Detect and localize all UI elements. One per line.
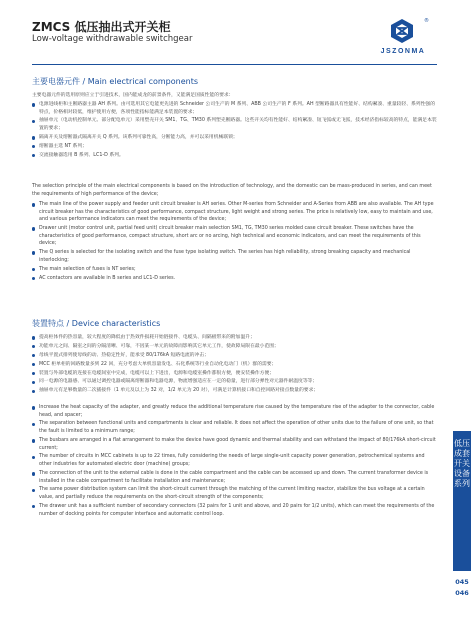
- list-item: The number of circuits in MCC cabinets is up to 22 times, fully considering the needs of large single-unit capacity power generation, petrochemical systems and other industries for automated electric door (machine) groups;: [32, 453, 437, 468]
- list-item: AC contactors are available in B series and LC1-D series.: [32, 275, 437, 283]
- list-item: 隔离开关及熔断器式隔离开关 Q 系列。该系列可靠性高，分断能力高，并可以采用机械联锁；: [32, 134, 437, 142]
- section-title-main-components: 主要电器元件 / Main electrical components: [32, 77, 199, 86]
- page-number-right: 046: [455, 589, 469, 597]
- header-divider: [32, 64, 437, 65]
- section-title-device-characteristics: 装置特点 / Device characteristics: [32, 319, 161, 328]
- brand-logo-icon: [389, 18, 415, 44]
- list-item: The drawer unit has a sufficient number of secondary connectors (32 pairs for 1 unit and above, and 20 pairs for 1/2 units), which can meet the requirements of the number of docking points for computer interface and automatic control loop.: [32, 503, 437, 518]
- section1-zh-intro: 主要电器元件的选用原则应立于引进技术，国内能成龙的前景条件，又能满足国质性能的要求：: [32, 93, 234, 98]
- list-item: 熔断器主选 NT 系列；: [32, 143, 437, 151]
- section2-zh-list: [32, 334, 437, 396]
- registered-mark: ®: [424, 18, 429, 24]
- side-category-label: 低压成套开关设备系列: [454, 439, 470, 488]
- list-item: MCC 柜单柜的回路数量多到 22 回，充分考虑大单机容量发电、石化系统等行业自动化电动门（机）群的需要；: [32, 361, 437, 369]
- section1-en-list: [32, 201, 437, 283]
- list-item: 交流接触器选用 B 系列、LC1-D 系列。: [32, 152, 437, 160]
- list-item: The main selection of fuses is NT series;: [32, 266, 437, 274]
- list-item: 抽屉单元有足够数量的二次插接件（1 单元及以上为 32 对，1/2 单元为 20 对），可满足计算机接口和自控回路对接点数量的要求；: [32, 387, 437, 395]
- list-item: The busbars are arranged in a flat arrangement to make the device have good dynamic and thermal stability and can withstand the impact of 80/176kA short-circuit current;: [32, 437, 437, 452]
- list-item: The main line of the power supply and feeder unit circuit breaker is AH series. Other M-series from Schneider and A-Series from ABB are also available. The AH type circuit breaker has the characteristics of good performance, compact structure, light weight and strong series. The price is relatively low, easy to maintain and use, and various performance indicators can meet the requirements of the device;: [32, 201, 437, 224]
- list-item: 电源进线柜和主断路器主器 AH 系列。由可选用其它电能更先进的 Schneider 公司生产的 M 系列、ABB 公司生产的 F 系列。AH 型断路器具有性能好、结构紧凑、重量较轻、系列性强的特点，价格相对较低，维护使用方便，各项性能指标能满足本装置的要求；: [32, 101, 437, 116]
- list-item: The Q series is selected for the isolating switch and the fuse type isolating switch. The series has high reliability, strong breaking capacity and mechanical interlocking;: [32, 249, 437, 264]
- list-item: The separation between functional units and compartments is clear and reliable. It does not affect the operation of other units due to the failure of one unit, so that the fault is limited to a minimum range;: [32, 420, 437, 435]
- list-item: The connection of the unit to the external cable is done in the cable compartment and the cable can be accessed up and down. The current transformer device is installed in the cable compartment to facilitate installation and maintenance;: [32, 470, 437, 485]
- section1-zh-list: [32, 101, 437, 161]
- page-header: [32, 18, 437, 62]
- list-item: 提高柜体件的热容量，较大程度的降低由于热效件损耗开始链接件、电缆头、间隔板带来的附加温升；: [32, 334, 437, 342]
- list-item: 母线平置式排列使母线的动、热稳定性好，能承受 80/176kA 短路电流的冲击；: [32, 352, 437, 360]
- section1-en-intro: The selection principle of the main electrical components is based on the introduction of technology, and the domestic can be mass-produced in series, and can meet the requirements of high performance of the device;: [32, 184, 432, 197]
- section2-en-list: [32, 404, 437, 519]
- brand-logo: [369, 18, 437, 62]
- brand-name: JSZONMA: [380, 48, 426, 55]
- list-item: 装置与外部电缆的连接在电缆间室中完成，电缆可以上下进出，电源和电缆室操作都很方便，便安装操作方便；: [32, 370, 437, 378]
- list-item: Increase the heat capacity of the adapter, and greatly reduce the additional temperature rise caused by the temperature rise of the adapter to the connector, cable head, and spacer;: [32, 404, 437, 419]
- list-item: 抽屉单元（电动机控制单元、部分配电单元）采用塑壳开关 SM1、TG、TM30 系列塑壳断路器。这些开关均有性能好、结构紧凑、短飞弧或无飞弧，技术经济指标较高的特点，能满足本装置的要求；: [32, 117, 437, 132]
- page-title-en: Low-voltage withdrawable switchgear: [32, 34, 193, 44]
- list-item: 同一电源的电器感、可以通过调控电器或隔离熔断器和电器电源，物流增强适应在一定的稳量，进行部分弹性对元器件耐温度等等；: [32, 378, 437, 386]
- list-item: The same power distribution system can limit the short-circuit current through the matching of the current limiting reactor, stabilize the bus voltage at a certain value, and partially reduce the requirements on the short-circuit strength of the components;: [32, 486, 437, 501]
- page-title-zh: ZMCS 低压抽出式开关柜: [32, 20, 171, 34]
- list-item: Drawer unit (motor control unit, partial feed unit) circuit breaker main selection SM1, TG, TM30 series molded case circuit breaker. These switches have the characteristics of good performance, compact structure, short arc or no arcing, high technical and economic indicators, and can meet the requirements of this device;: [32, 225, 437, 248]
- list-item: 功能单元之间、隔室之间的分隔清晰、可靠，不因某一单元的故障而影响其它单元工作，使故障局限在最小范围；: [32, 343, 437, 351]
- page-number-left: 045: [455, 578, 469, 586]
- side-category-tab: [453, 431, 471, 571]
